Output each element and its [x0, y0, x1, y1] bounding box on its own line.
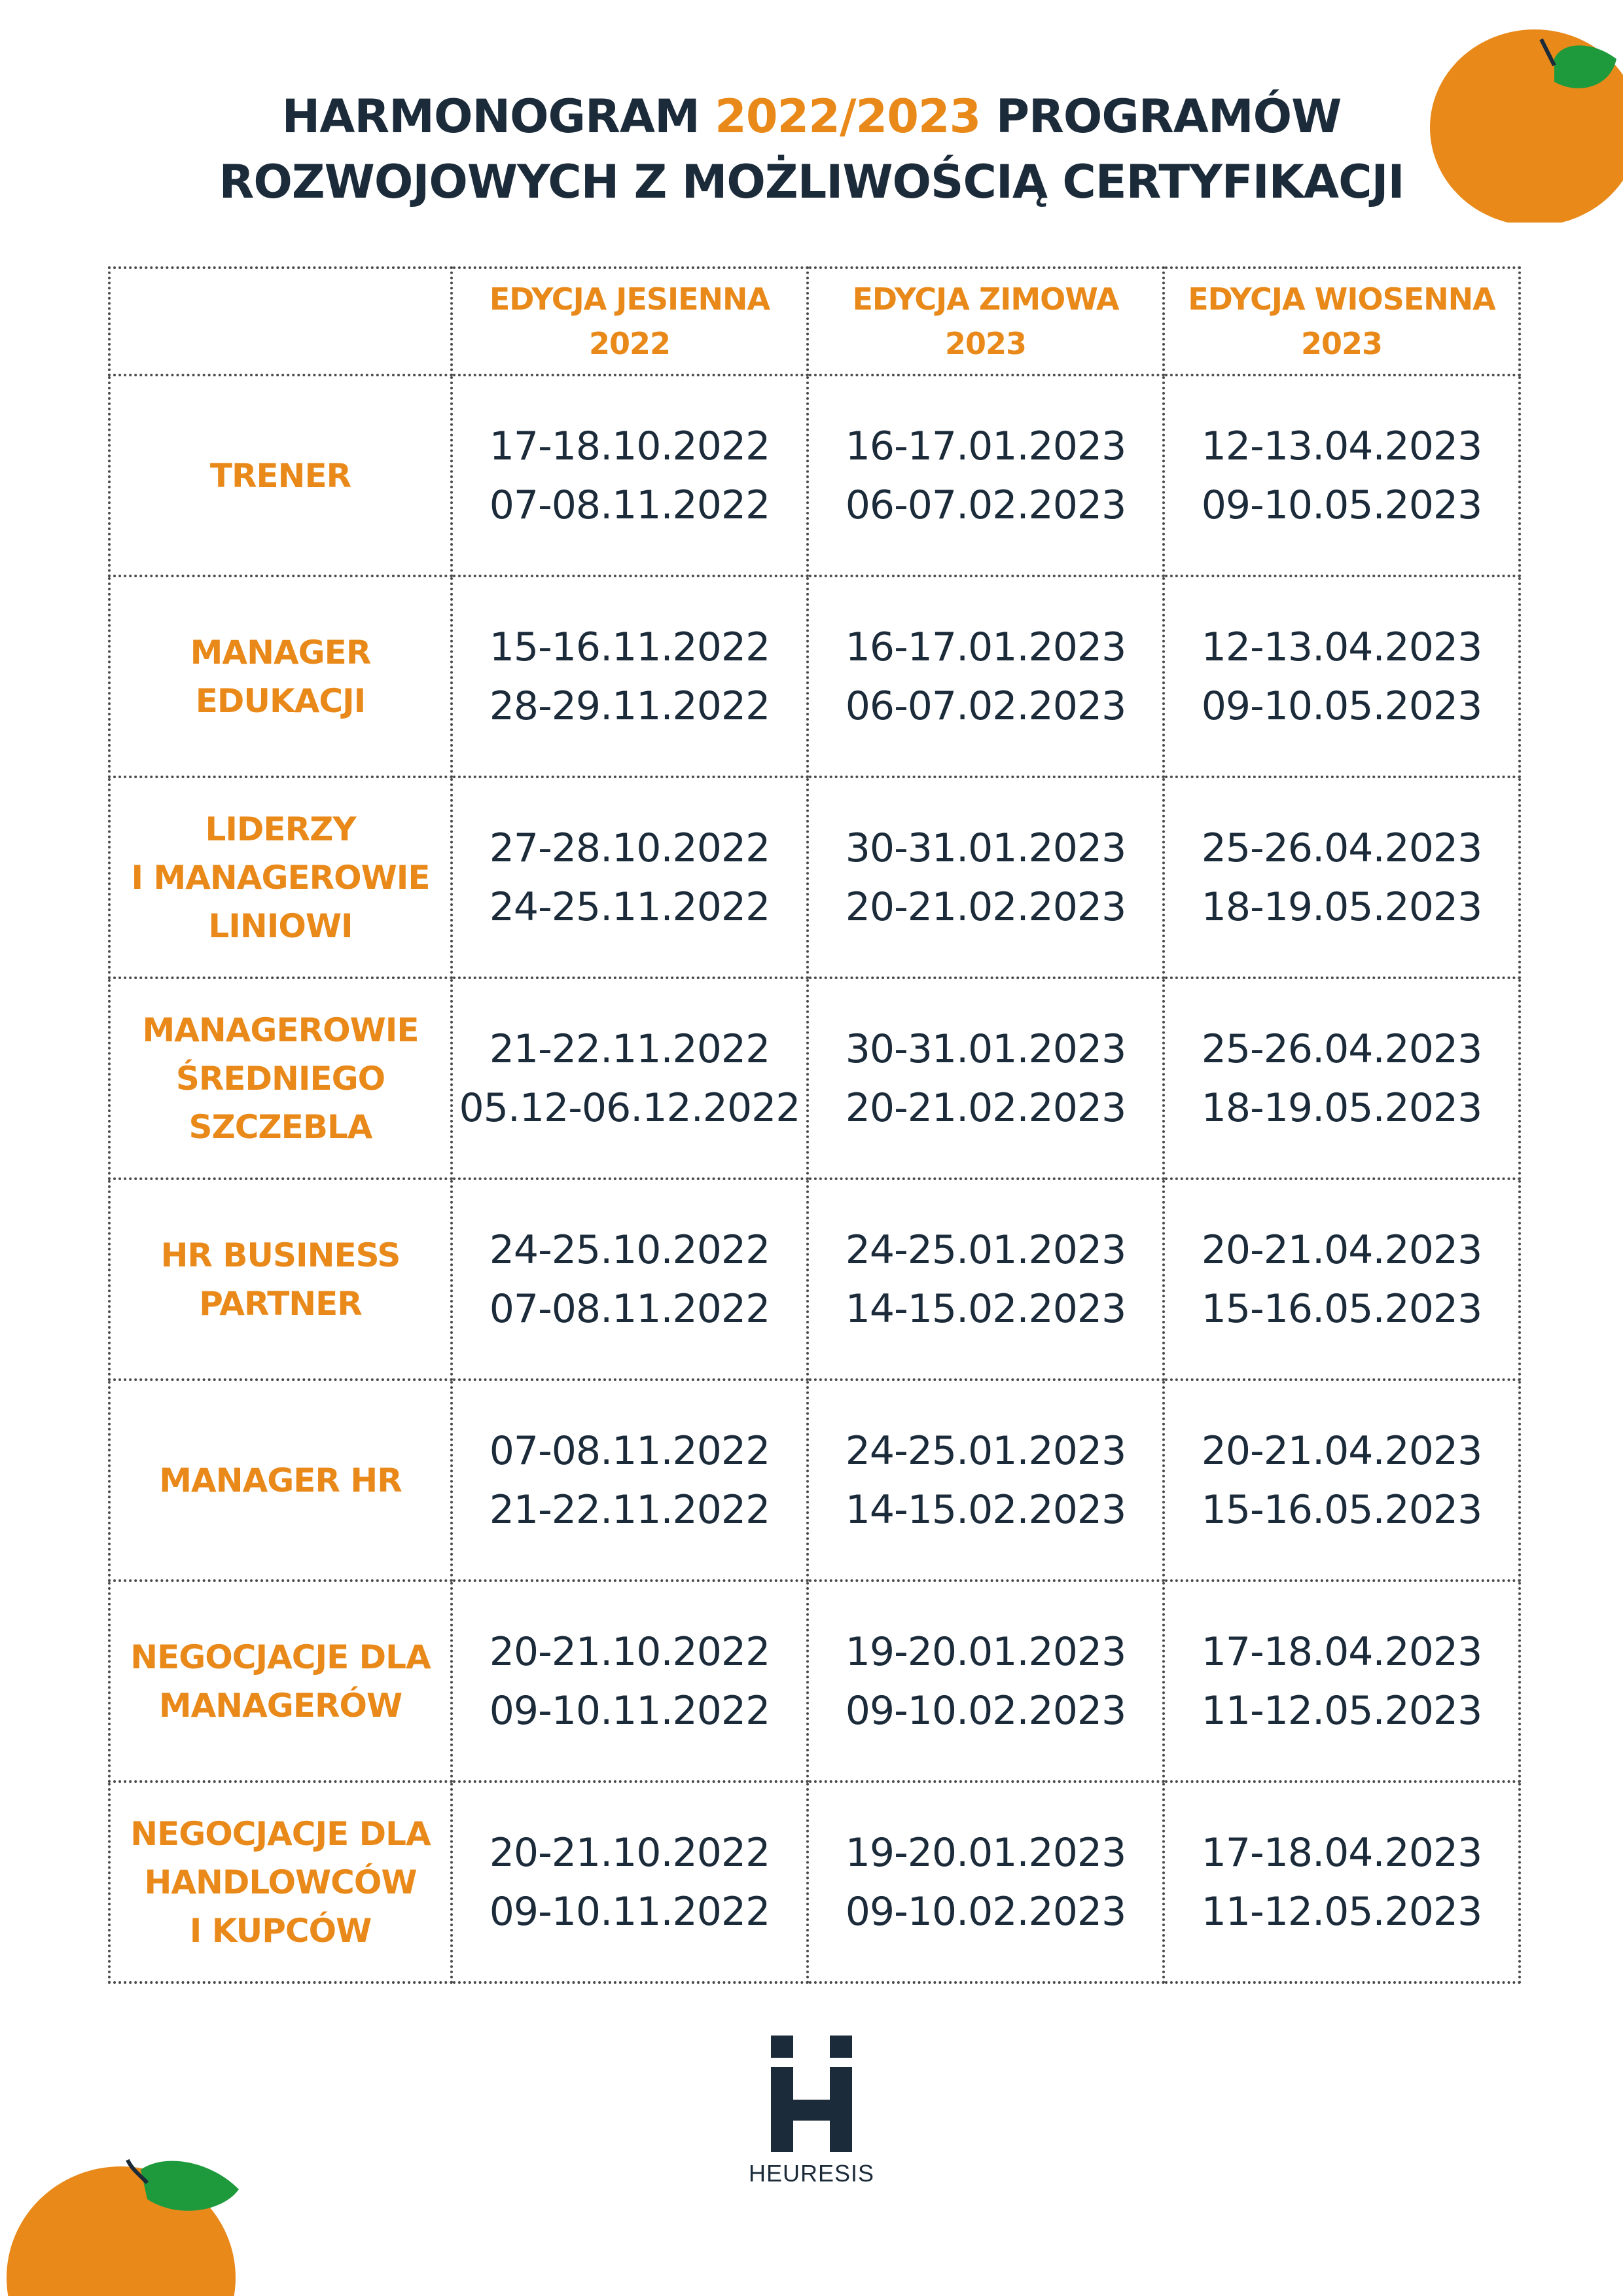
date-range: 06-07.02.2023: [845, 482, 1126, 528]
date-range: 25-26.04.2023: [1201, 825, 1482, 871]
table-row: [109, 375, 1520, 576]
date-range: 07-08.11.2022: [489, 1285, 770, 1332]
date-cell: [808, 375, 1164, 576]
program-name: TRENER: [109, 375, 452, 576]
date-range: 24-25.01.2023: [845, 1427, 1126, 1474]
brand-name: HEURESIS: [748, 2160, 875, 2187]
table-row: [109, 576, 1520, 777]
date-range: 09-10.05.2023: [1201, 683, 1482, 729]
program-name: HR BUSINESS PARTNER: [109, 1179, 452, 1380]
date-range: 15-16.05.2023: [1201, 1285, 1482, 1332]
table-row: [109, 1581, 1520, 1782]
program-name: MANAGEROWIE ŚREDNIEGO SZCZEBLA: [109, 978, 452, 1179]
date-range: 15-16.11.2022: [489, 624, 770, 670]
date-range: 14-15.02.2023: [845, 1486, 1126, 1533]
program-name: MANAGER EDUKACJI: [109, 576, 452, 777]
date-range: 30-31.01.2023: [845, 825, 1126, 871]
date-cell: [452, 1581, 808, 1782]
date-range: 20-21.10.2022: [489, 1628, 770, 1675]
date-range: 15-16.05.2023: [1201, 1486, 1482, 1533]
date-range: 09-10.02.2023: [845, 1888, 1126, 1935]
date-cell: [452, 978, 808, 1179]
column-header-spring: EDYCJA WIOSENNA 2023: [1164, 268, 1520, 375]
date-range: 12-13.04.2023: [1201, 624, 1482, 670]
date-cell: [1164, 1581, 1520, 1782]
header-row: [109, 268, 1520, 375]
title-line-1: [0, 84, 1623, 149]
title-suffix: PROGRAMÓW: [980, 90, 1342, 143]
table-row: [109, 777, 1520, 978]
date-range: 16-17.01.2023: [845, 423, 1126, 469]
date-range: 20-21.02.2023: [845, 884, 1126, 930]
program-name: LIDERZY I MANAGEROWIE LINIOWI: [109, 777, 452, 978]
column-header-winter: EDYCJA ZIMOWA 2023: [808, 268, 1164, 375]
date-cell: [808, 978, 1164, 1179]
date-cell: [452, 1782, 808, 1982]
date-range: 20-21.04.2023: [1201, 1427, 1482, 1474]
date-range: 17-18.04.2023: [1201, 1829, 1482, 1876]
date-cell: [1164, 375, 1520, 576]
date-range: 14-15.02.2023: [845, 1285, 1126, 1332]
date-range: 20-21.10.2022: [489, 1829, 770, 1876]
date-range: 20-21.04.2023: [1201, 1227, 1482, 1273]
date-range: 09-10.02.2023: [845, 1687, 1126, 1734]
date-cell: [808, 1380, 1164, 1581]
date-range: 05.12-06.12.2022: [459, 1085, 800, 1131]
date-range: 18-19.05.2023: [1201, 1085, 1482, 1131]
date-range: 12-13.04.2023: [1201, 423, 1482, 469]
date-range: 19-20.01.2023: [845, 1829, 1126, 1876]
date-cell: [452, 777, 808, 978]
date-range: 20-21.02.2023: [845, 1085, 1126, 1131]
date-cell: [452, 576, 808, 777]
date-range: 06-07.02.2023: [845, 683, 1126, 729]
column-header-autumn: EDYCJA JESIENNA 2022: [452, 268, 808, 375]
table-row: [109, 1782, 1520, 1982]
empty-corner-cell: [109, 268, 452, 375]
date-range: 09-10.11.2022: [489, 1687, 770, 1734]
date-cell: [808, 576, 1164, 777]
date-range: 24-25.10.2022: [489, 1227, 770, 1273]
date-range: 28-29.11.2022: [489, 683, 770, 729]
date-range: 18-19.05.2023: [1201, 884, 1482, 930]
title-accent-years: 2022/2023: [715, 90, 981, 143]
date-cell: [1164, 1380, 1520, 1581]
schedule-table: [108, 266, 1521, 1984]
date-cell: [808, 1782, 1164, 1982]
table-row: [109, 978, 1520, 1179]
date-range: 07-08.11.2022: [489, 1427, 770, 1474]
page-title: [0, 84, 1623, 215]
date-cell: [1164, 978, 1520, 1179]
date-range: 24-25.01.2023: [845, 1227, 1126, 1273]
date-cell: [1164, 1179, 1520, 1380]
date-cell: [1164, 1782, 1520, 1982]
program-name: NEGOCJACJE DLA MANAGERÓW: [109, 1581, 452, 1782]
date-range: 17-18.04.2023: [1201, 1628, 1482, 1675]
date-range: 21-22.11.2022: [489, 1026, 770, 1072]
date-range: 21-22.11.2022: [489, 1486, 770, 1533]
date-range: 30-31.01.2023: [845, 1026, 1126, 1072]
table-row: [109, 1179, 1520, 1380]
orange-fruit-icon: [0, 2127, 249, 2296]
title-line-2: ROZWOJOWYCH Z MOŻLIWOŚCIĄ CERTYFIKACJI: [219, 155, 1404, 209]
date-cell: [808, 777, 1164, 978]
date-range: 25-26.04.2023: [1201, 1026, 1482, 1072]
date-cell: [452, 1179, 808, 1380]
date-cell: [808, 1581, 1164, 1782]
date-range: 24-25.11.2022: [489, 884, 770, 930]
date-range: 19-20.01.2023: [845, 1628, 1126, 1675]
program-name: MANAGER HR: [109, 1380, 452, 1581]
date-range: 07-08.11.2022: [489, 482, 770, 528]
date-range: 16-17.01.2023: [845, 624, 1126, 670]
date-range: 27-28.10.2022: [489, 825, 770, 871]
date-cell: [452, 1380, 808, 1581]
table-row: [109, 1380, 1520, 1581]
date-range: 09-10.05.2023: [1201, 482, 1482, 528]
title-prefix: HARMONOGRAM: [281, 90, 715, 143]
date-range: 11-12.05.2023: [1201, 1687, 1482, 1734]
date-cell: [452, 375, 808, 576]
date-range: 17-18.10.2022: [489, 423, 770, 469]
date-cell: [1164, 777, 1520, 978]
date-range: 09-10.11.2022: [489, 1888, 770, 1935]
date-range: 11-12.05.2023: [1201, 1888, 1482, 1935]
program-name: NEGOCJACJE DLA HANDLOWCÓW I KUPCÓW: [109, 1782, 452, 1982]
date-cell: [808, 1179, 1164, 1380]
heuresis-logo-icon: [766, 2036, 857, 2153]
date-cell: [1164, 576, 1520, 777]
